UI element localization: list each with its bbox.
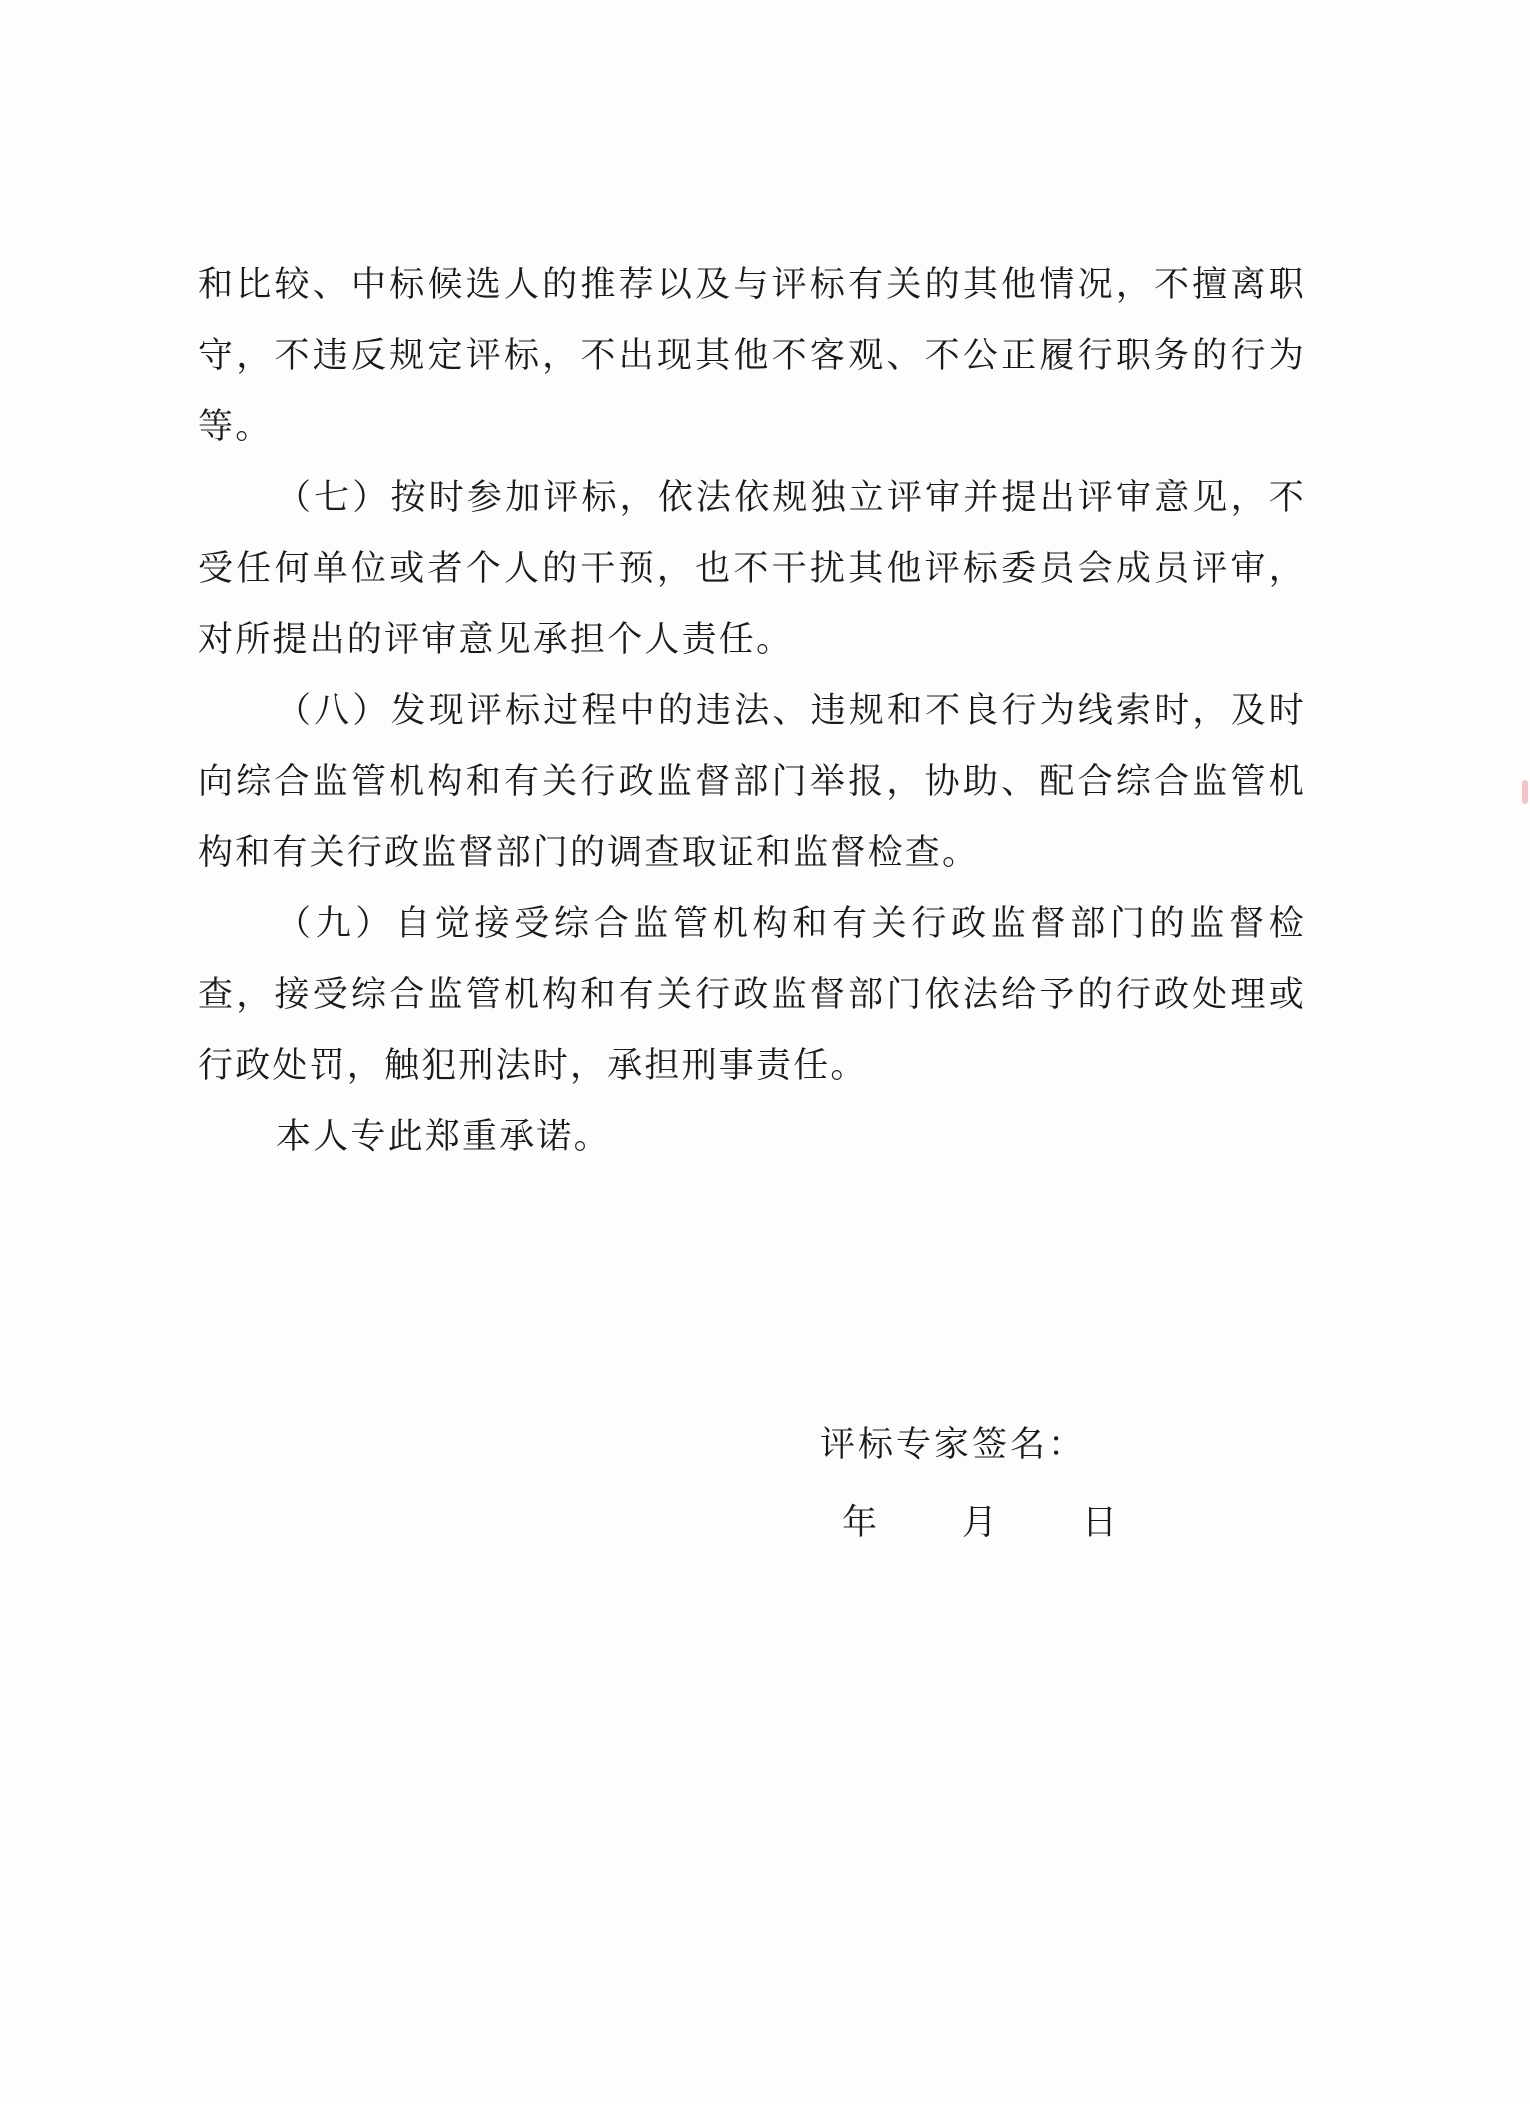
scan-edge-mark bbox=[1522, 780, 1528, 804]
date-day-label: 日 bbox=[1082, 1503, 1121, 1543]
signature-label: 评标专家签名： bbox=[820, 1425, 1087, 1465]
signature-block bbox=[820, 1410, 1240, 1558]
paragraph-continuation: 和比较、中标候选人的推荐以及与评标有关的其他情况，不擅离职守，不违反规定评标，不出现其他不客观、不公正履行职务的行为等。 bbox=[198, 265, 1306, 447]
paragraph-clause-9: （九）自觉接受综合监管机构和有关行政监督部门的监督检查，接受综合监管机构和有关行政监督部门依法给予的行政处理或行政处罚，触犯刑法时，承担刑事责任。 bbox=[198, 904, 1306, 1086]
paragraph-clause-7: （七）按时参加评标，依法依规独立评审并提出评审意见，不受任何单位或者个人的干预，也不干扰其他评标委员会成员评审，对所提出的评审意见承担个人责任。 bbox=[198, 478, 1306, 660]
date-row bbox=[820, 1488, 1240, 1558]
date-month-label: 月 bbox=[962, 1503, 1001, 1543]
date-year-label: 年 bbox=[842, 1503, 881, 1543]
paragraph-clause-8: （八）发现评标过程中的违法、违规和不良行为线索时，及时向综合监管机构和有关行政监督部门举报，协助、配合综合监管机构和有关行政监督部门的调查取证和监督检查。 bbox=[198, 691, 1306, 873]
document-body bbox=[198, 250, 1306, 1173]
paragraph-closing-pledge: 本人专此郑重承诺。 bbox=[276, 1117, 611, 1157]
